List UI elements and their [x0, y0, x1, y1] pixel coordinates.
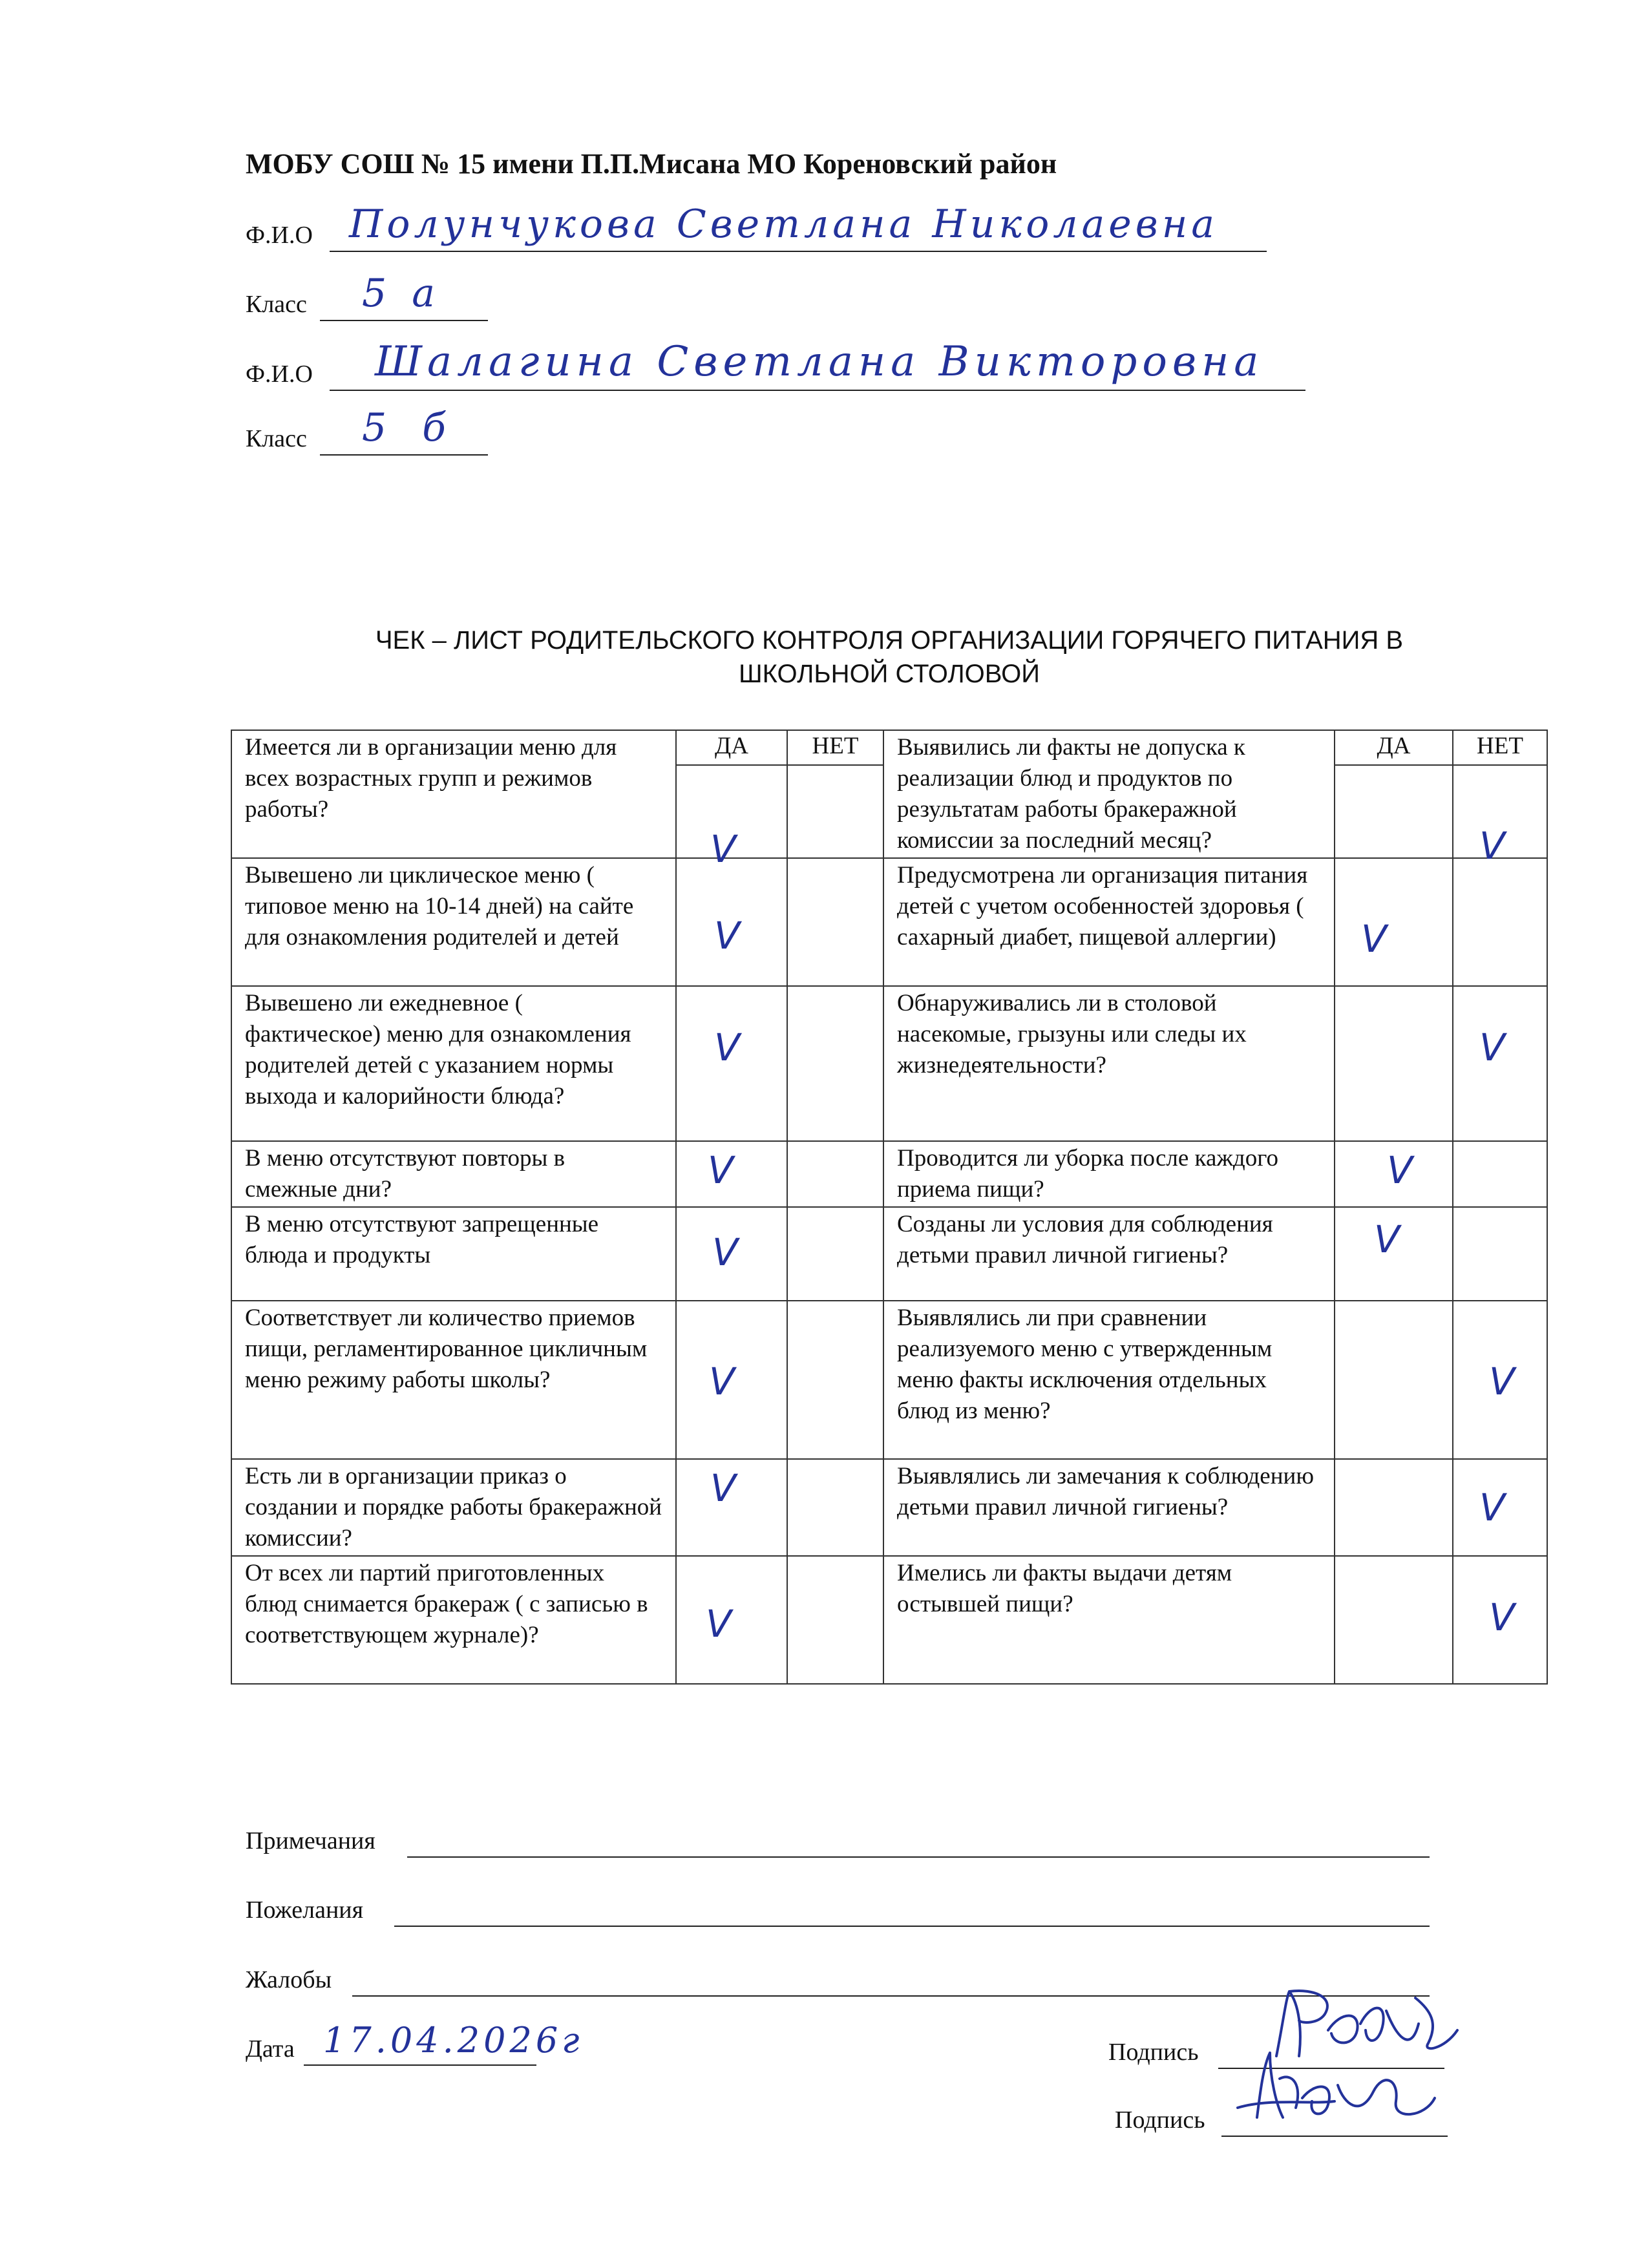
answer-cell[interactable]: [787, 1459, 883, 1556]
fio-underline: [330, 390, 1305, 391]
fio-underline: [330, 251, 1267, 252]
answer-cell[interactable]: [1335, 858, 1453, 986]
table-row: [231, 1301, 1547, 1459]
answer-cell[interactable]: [676, 1207, 787, 1301]
answer-cell[interactable]: [1453, 1207, 1547, 1301]
class-underline: [320, 454, 488, 456]
answer-cell[interactable]: [787, 1301, 883, 1459]
checklist-table: [231, 730, 1548, 1685]
answer-cell[interactable]: [676, 986, 787, 1141]
question-cell: Выявлялись ли при сравнении реализуемого меню с утвержденным меню факты исключения отдельных блюд из меню?: [883, 1301, 1335, 1459]
question-cell: Соответствует ли количество приемов пищи, регламентированное цикличным меню режиму работы школы?: [231, 1301, 676, 1459]
class-field-2: [246, 405, 633, 456]
question-cell: От всех ли партий приготовленных блюд снимается бракераж ( с записью в соответствующем журнале)?: [231, 1556, 676, 1684]
answer-cell[interactable]: [1335, 1207, 1453, 1301]
check-mark-icon: V: [1479, 1025, 1505, 1069]
complaints-label: Жалобы: [246, 1966, 332, 1993]
signature-label: Подпись: [1115, 2106, 1205, 2134]
answer-cell[interactable]: [1453, 1459, 1547, 1556]
fio-label: Ф.И.О: [246, 222, 313, 249]
checklist-title: [230, 624, 1548, 691]
answer-cell[interactable]: [676, 1556, 787, 1684]
question-cell: Выявились ли факты не допуска к реализации блюд и продуктов по результатам работы бракеражной комиссии за последний месяц?: [883, 730, 1335, 858]
header-no: НЕТ: [1453, 730, 1547, 765]
date-line: [304, 2064, 536, 2066]
class-handwritten-value: 5 а: [362, 271, 442, 316]
notes-field: [246, 1819, 1435, 1858]
class-field-1: [246, 271, 633, 321]
answer-cell[interactable]: [676, 1141, 787, 1207]
wishes-label: Пожелания: [246, 1896, 364, 1924]
answer-cell[interactable]: [1453, 986, 1547, 1141]
table-row: [231, 1556, 1547, 1684]
answer-cell[interactable]: [1335, 1301, 1453, 1459]
check-mark-icon: V: [1387, 1148, 1413, 1192]
check-mark-icon: V: [1479, 1486, 1505, 1529]
question-cell: Выявлялись ли замечания к соблюдению детьми правил личной гигиены?: [883, 1459, 1335, 1556]
signature-field-2: [1115, 2098, 1464, 2137]
check-mark-icon: V: [706, 1602, 732, 1646]
question-cell: Имеется ли в организации меню для всех возрастных групп и режимов работы?: [231, 730, 676, 858]
answer-cell[interactable]: [676, 1301, 787, 1459]
check-mark-icon: V: [708, 1148, 734, 1192]
answer-cell[interactable]: [1335, 765, 1453, 858]
table-row: [231, 1207, 1547, 1301]
answer-cell[interactable]: [1453, 1556, 1547, 1684]
date-handwritten-value: 17.04.2026г: [323, 2020, 584, 2061]
answer-cell[interactable]: [787, 765, 883, 858]
answer-cell[interactable]: [1453, 858, 1547, 986]
question-cell: В меню отсутствуют запрещенные блюда и продукты: [231, 1207, 676, 1301]
check-mark-icon: V: [710, 1466, 736, 1510]
question-cell: Обнаруживались ли в столовой насекомые, грызуны или следы их жизнедеятельности?: [883, 986, 1335, 1141]
date-field: [246, 2020, 763, 2066]
title-line-1: ЧЕК – ЛИСТ РОДИТЕЛЬСКОГО КОНТРОЛЯ ОРГАНИЗАЦИИ ГОРЯЧЕГО ПИТАНИЯ В: [375, 626, 1404, 655]
check-mark-icon: V: [1479, 824, 1505, 868]
school-name: МОБУ СОШ № 15 имени П.П.Мисана МО Кореновский район: [246, 148, 1057, 180]
table-row: [231, 858, 1547, 986]
question-cell: Созданы ли условия для соблюдения детьми правил личной гигиены?: [883, 1207, 1335, 1301]
answer-cell[interactable]: [676, 858, 787, 986]
title-line-2: ШКОЛЬНОЙ СТОЛОВОЙ: [739, 660, 1040, 688]
answer-cell[interactable]: [787, 1207, 883, 1301]
wishes-line: [394, 1926, 1430, 1927]
check-mark-icon: V: [712, 1230, 738, 1274]
check-mark-icon: V: [714, 914, 740, 958]
fio-field-1: [246, 202, 1344, 252]
table-row: [231, 1141, 1547, 1207]
answer-cell[interactable]: [1453, 765, 1547, 868]
fio-field-2: [246, 338, 1396, 391]
header-yes: ДА: [676, 730, 787, 765]
question-cell: Проводится ли уборка после каждого приема пищи?: [883, 1141, 1335, 1207]
fio-handwritten-value: Шалагина Светлана Викторовна: [375, 338, 1264, 386]
class-handwritten-value: 5 б: [362, 405, 458, 450]
answer-cell[interactable]: [787, 986, 883, 1141]
answer-cell[interactable]: [787, 1141, 883, 1207]
answer-cell[interactable]: [1453, 1141, 1547, 1207]
complaints-field: [246, 1958, 1435, 1997]
signature-line: [1221, 2136, 1448, 2137]
header-no: НЕТ: [787, 730, 883, 765]
class-label: Класс: [246, 425, 307, 452]
table-row: [231, 986, 1547, 1141]
check-mark-icon: V: [1489, 1595, 1515, 1639]
fio-label: Ф.И.О: [246, 361, 313, 388]
question-cell: Вывешено ли циклическое меню ( типовое меню на 10-14 дней) на сайте для ознакомления родителей и детей: [231, 858, 676, 986]
fio-handwritten-value: Полунчукова Светлана Николаевна: [349, 202, 1219, 247]
check-mark-icon: V: [710, 827, 736, 872]
question-cell: В меню отсутствуют повторы в смежные дни?: [231, 1141, 676, 1207]
signature-label: Подпись: [1108, 2039, 1199, 2066]
wishes-field: [246, 1888, 1435, 1927]
answer-cell[interactable]: [676, 765, 787, 872]
handwritten-signature-2: [1231, 2046, 1438, 2130]
check-mark-icon: V: [709, 1360, 735, 1403]
notes-label: Примечания: [246, 1827, 375, 1854]
question-cell: Имелись ли факты выдачи детям остывшей пищи?: [883, 1556, 1335, 1684]
check-mark-icon: V: [1489, 1360, 1515, 1403]
header-yes: ДА: [1335, 730, 1453, 765]
answer-cell[interactable]: [787, 858, 883, 986]
question-cell: Предусмотрена ли организация питания детей с учетом особенностей здоровья ( сахарный диабет, пищевой аллергии): [883, 858, 1335, 986]
question-cell: Вывешено ли ежедневное ( фактическое) меню для ознакомления родителей детей с указанием нормы выхода и калорийности блюда?: [231, 986, 676, 1141]
notes-line: [407, 1856, 1430, 1858]
answer-cell[interactable]: [1453, 1301, 1547, 1459]
class-label: Класс: [246, 291, 307, 318]
table-row: [231, 730, 1547, 765]
answer-cell[interactable]: [1335, 1459, 1453, 1556]
answer-cell[interactable]: [676, 1459, 787, 1556]
check-mark-icon: V: [1361, 917, 1387, 961]
question-cell: Есть ли в организации приказ о создании и порядке работы бракеражной комиссии?: [231, 1459, 676, 1556]
date-label: Дата: [246, 2035, 295, 2063]
answer-cell[interactable]: [1335, 1556, 1453, 1684]
class-underline: [320, 320, 488, 321]
check-mark-icon: V: [1374, 1217, 1400, 1261]
answer-cell[interactable]: [1335, 986, 1453, 1141]
answer-cell[interactable]: [1335, 1141, 1453, 1207]
check-mark-icon: V: [714, 1025, 740, 1069]
answer-cell[interactable]: [787, 1556, 883, 1684]
table-row: [231, 1459, 1547, 1556]
